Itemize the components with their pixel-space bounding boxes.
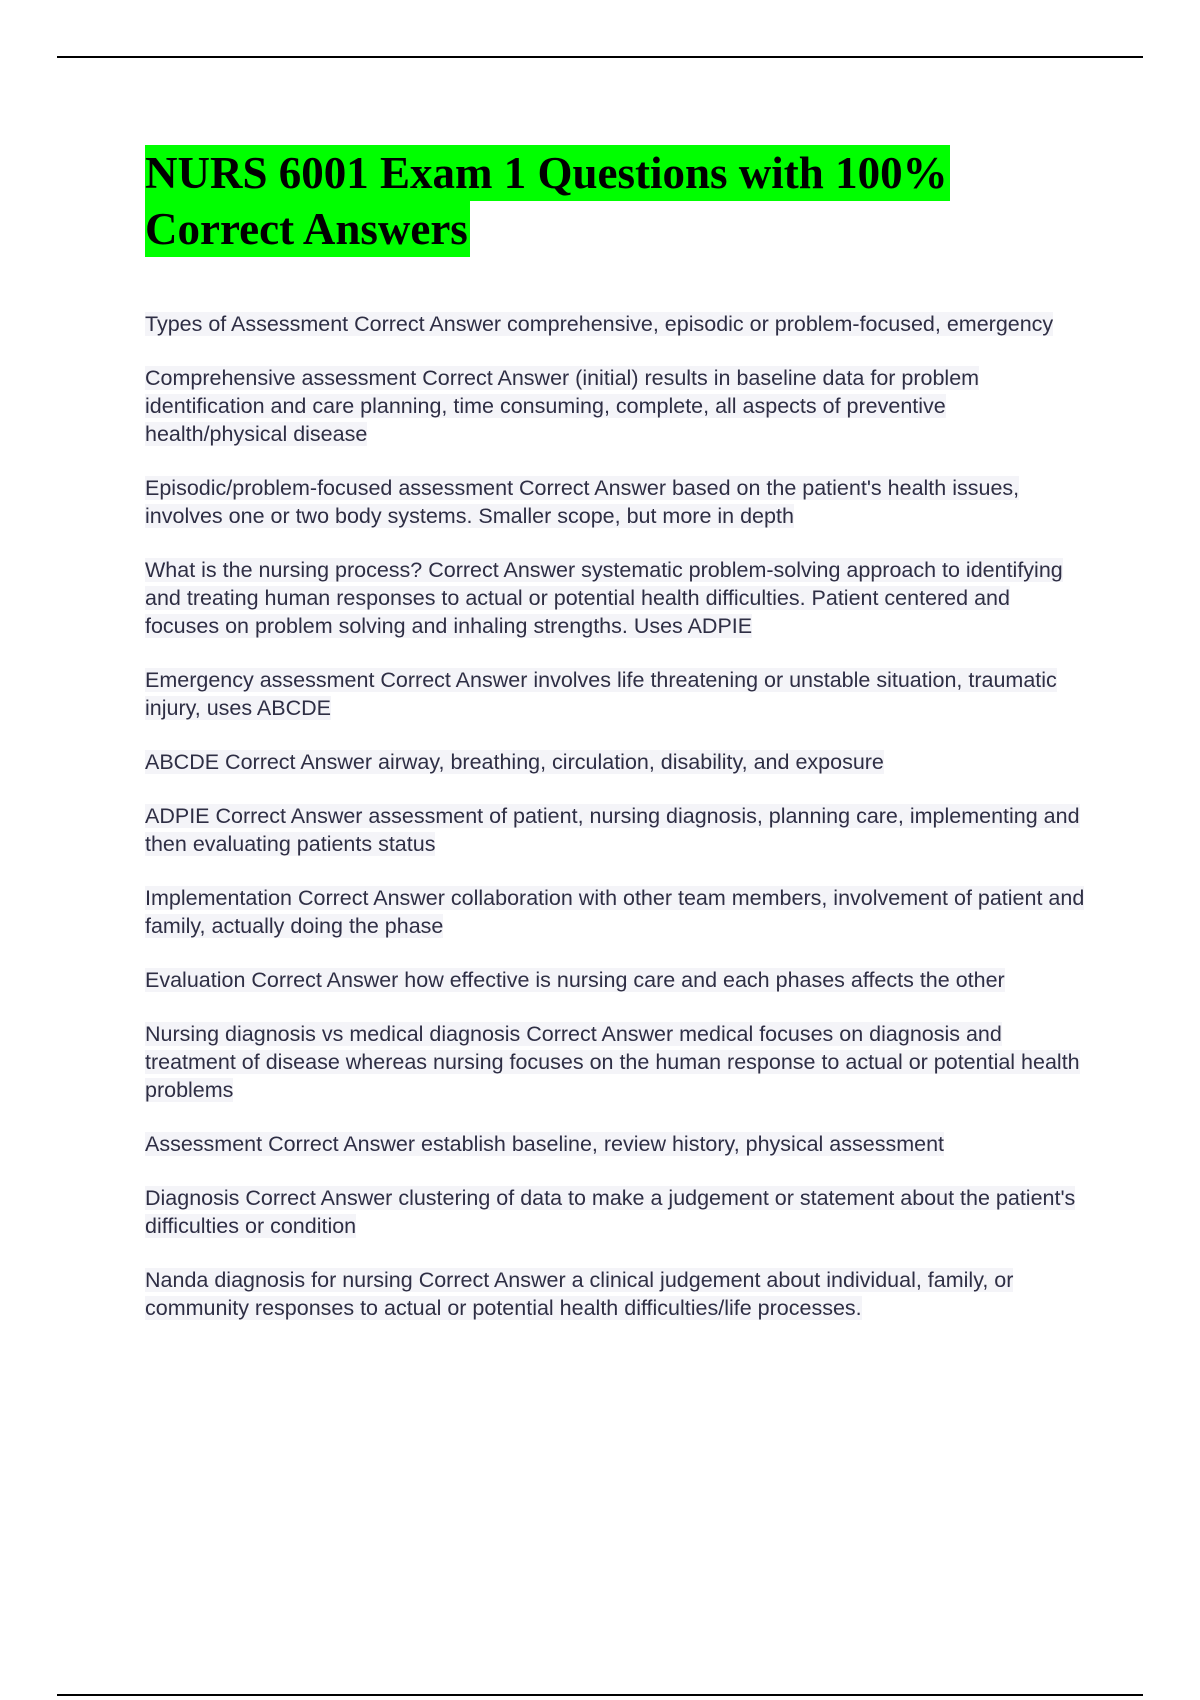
document-title [145,145,1085,257]
qa-list [145,310,1085,1322]
qa-entry-text: ABCDE Correct Answer airway, breathing, circulation, disability, and exposure [145,750,884,774]
qa-entry-text: Types of Assessment Correct Answer comprehensive, episodic or problem-focused, emergency [145,312,1054,336]
qa-entry-text: Nanda diagnosis for nursing Correct Answer a clinical judgement about individual, family, or community responses to actual or potential health difficulties/life processes. [145,1268,1014,1320]
qa-entry [145,364,1085,448]
bottom-rule [57,1694,1143,1696]
qa-entry [145,310,1085,338]
document-body [145,145,1085,1348]
qa-entry-text: ADPIE Correct Answer assessment of patient, nursing diagnosis, planning care, implementing and then evaluating patients status [145,804,1080,856]
qa-entry-text: Episodic/problem-focused assessment Correct Answer based on the patient's health issues, involves one or two body systems. Smaller scope, but more in depth [145,476,1020,528]
qa-entry-text: Diagnosis Correct Answer clustering of data to make a judgement or statement about the patient's difficulties or condition [145,1186,1076,1238]
qa-entry-text: Comprehensive assessment Correct Answer (initial) results in baseline data for problem identification and care planning, time consuming, complete, all aspects of preventive health/physical disease [145,366,980,446]
qa-entry-text: Assessment Correct Answer establish baseline, review history, physical assessment [145,1132,945,1156]
qa-entry [145,556,1085,640]
qa-entry [145,1020,1085,1104]
qa-entry [145,1184,1085,1240]
qa-entry [145,966,1085,994]
qa-entry [145,1266,1085,1322]
qa-entry-text: Evaluation Correct Answer how effective is nursing care and each phases affects the other [145,968,1005,992]
qa-entry-text: What is the nursing process? Correct Answer systematic problem-solving approach to identifying and treating human responses to actual or potential health difficulties. Patient centered and focuses on problem solving and inhaling strengths. Uses ADPIE [145,558,1063,638]
top-rule [57,56,1143,58]
qa-entry [145,1130,1085,1158]
qa-entry [145,748,1085,776]
title-line-2: Correct Answers [145,201,470,257]
qa-entry [145,474,1085,530]
qa-entry [145,802,1085,858]
qa-entry [145,884,1085,940]
qa-entry-text: Nursing diagnosis vs medical diagnosis Correct Answer medical focuses on diagnosis and treatment of disease whereas nursing focuses on the human response to actual or potential health problems [145,1022,1080,1102]
qa-entry [145,666,1085,722]
qa-entry-text: Emergency assessment Correct Answer involves life threatening or unstable situation, traumatic injury, uses ABCDE [145,668,1057,720]
title-line-1: NURS 6001 Exam 1 Questions with 100% [145,145,950,201]
qa-entry-text: Implementation Correct Answer collaboration with other team members, involvement of patient and family, actually doing the phase [145,886,1085,938]
